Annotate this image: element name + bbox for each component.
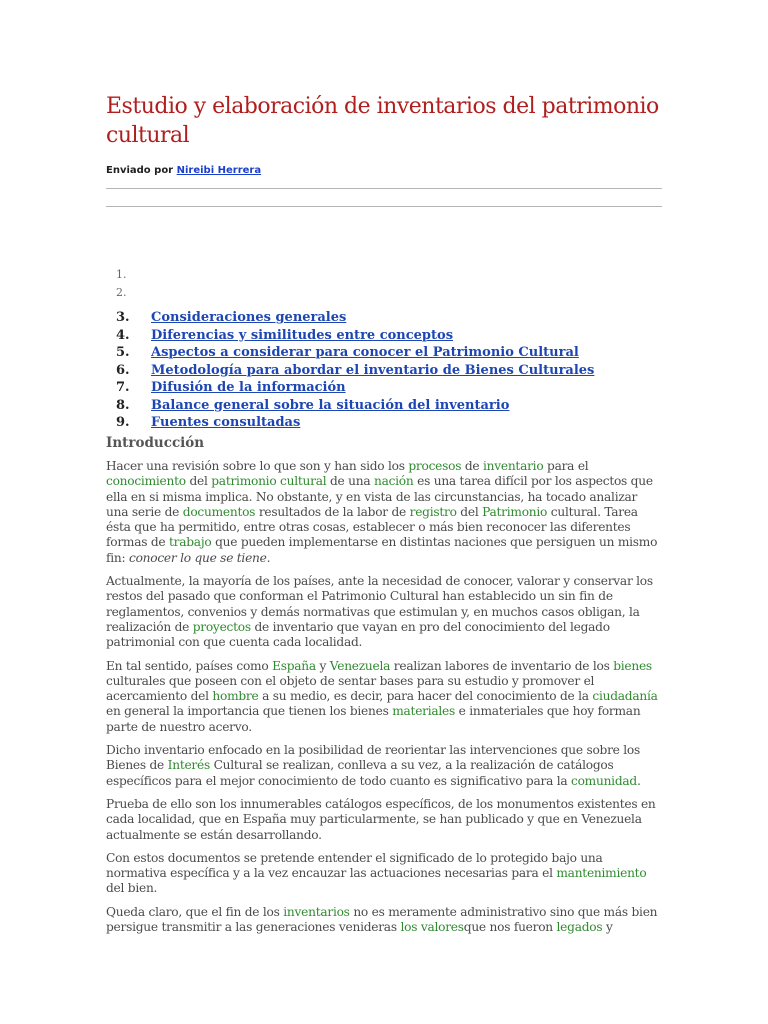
body-text: realizan labores de inventario de los xyxy=(390,658,614,673)
toc-number: 1. xyxy=(116,268,127,281)
article-title: Estudio y elaboración de inventarios del patrimonio cultural xyxy=(106,94,659,148)
toc-item xyxy=(106,414,594,432)
toc-link-consideraciones[interactable]: Consideraciones generales xyxy=(151,310,347,325)
byline xyxy=(106,165,261,176)
body-paragraph xyxy=(106,797,662,843)
inline-link[interactable]: Interés xyxy=(167,758,210,773)
body-text: que pueden implementarse en distintas naciones que persiguen un mismo fin: xyxy=(106,535,658,565)
inline-link[interactable]: ciudadanía xyxy=(592,689,658,704)
body-text: que nos fueron xyxy=(463,920,557,935)
inline-link[interactable]: España xyxy=(272,658,316,673)
body-text: Dicho inventario enfocado en la posibilidad de reorientar las intervenciones que sobre los Bienes de xyxy=(106,743,640,773)
divider-bottom xyxy=(106,206,662,207)
body-text: Queda claro, que el fin de los xyxy=(106,904,284,919)
inline-link[interactable]: hombre xyxy=(212,689,259,704)
toc-link-aspectos[interactable]: Aspectos a considerar para conocer el Patrimonio Cultural xyxy=(151,345,579,360)
toc-number: 6. xyxy=(116,362,130,378)
toc-link-fuentes[interactable]: Fuentes consultadas xyxy=(151,415,301,430)
body-text: En tal sentido, países como xyxy=(106,658,273,673)
body-paragraph xyxy=(106,851,662,897)
body-text: . xyxy=(266,550,271,565)
toc-item xyxy=(106,397,594,415)
toc-link-diferencias[interactable]: Diferencias y similitudes entre conceptos xyxy=(151,327,454,343)
body-text: del xyxy=(456,504,483,519)
inline-link[interactable]: los valores xyxy=(400,920,464,935)
body-text: y xyxy=(315,658,330,673)
toc-item xyxy=(106,344,594,362)
byline-prefix: Enviado por xyxy=(106,165,174,176)
toc-number: 5. xyxy=(116,345,130,360)
section-heading: Introducción xyxy=(106,435,205,451)
inline-link[interactable]: comunidad xyxy=(571,773,637,788)
body-text: Prueba de ello son los innumerables catálogos específicos, de los monumentos existentes en cada localidad, que en España muy particularmente, se han publicado y que en Venezuela actualmente se están desarrollando. xyxy=(106,796,656,842)
body-text: e inmateriales que hoy forman parte de nuestro acervo. xyxy=(106,704,641,734)
body-text: Hacer una revisión sobre lo que son y han sido los xyxy=(106,459,409,473)
toc-number: 9. xyxy=(116,415,130,430)
divider-top xyxy=(106,188,662,189)
toc-number: 7. xyxy=(116,380,130,395)
body-text: Con estos documentos se pretende entender el significado de lo protegido bajo una normativa específica y a la vez encauzar las actuaciones necesarias para el xyxy=(106,850,603,881)
emphasis-text: conocer lo que se tiene xyxy=(129,550,267,565)
inline-link[interactable]: inventarios xyxy=(283,904,350,919)
body-text: resultados de la labor de xyxy=(255,504,410,519)
inline-link[interactable]: nación xyxy=(373,474,414,489)
body-text: Actualmente, la mayoría de los países, ante la necesidad de conocer, valorar y conservar los restos del pasado que conforman el Patrimonio Cultural han establecido un sin fin de reglamentos, convenios y demás normativas que estimulan y, en muchos casos obligan, la realización de xyxy=(106,574,653,634)
body-text: y xyxy=(602,920,613,935)
toc-number: 8. xyxy=(116,397,130,413)
body-text: del xyxy=(185,474,212,489)
toc-item xyxy=(106,284,594,302)
body-text: de xyxy=(461,459,483,473)
inline-link[interactable]: Patrimonio xyxy=(482,504,548,519)
toc-link-balance[interactable]: Balance general sobre la situación del inventario xyxy=(151,397,510,413)
body-text: no es meramente administrativo sino que más bien persigue transmitir a las generaciones venideras xyxy=(106,904,658,935)
body-paragraph xyxy=(106,459,662,566)
toc-item xyxy=(106,327,594,345)
toc-link-metodologia[interactable]: Metodología para abordar el inventario de Bienes Culturales xyxy=(151,362,595,378)
inline-link[interactable]: conocimiento xyxy=(106,474,186,489)
toc-number: 3. xyxy=(116,310,130,325)
body-paragraph xyxy=(106,905,662,936)
toc-number: 4. xyxy=(116,327,130,343)
article-body xyxy=(106,459,662,943)
inline-link[interactable]: materiales xyxy=(392,704,456,719)
body-text: a su medio, es decir, para hacer del conocimiento de la xyxy=(258,689,593,704)
body-text: del bien. xyxy=(106,881,158,896)
body-paragraph xyxy=(106,574,662,650)
inline-link[interactable]: legados xyxy=(556,920,603,935)
inline-link[interactable]: trabajo xyxy=(169,535,212,550)
body-text: es una tarea difícil por los aspectos que ella en si misma implica. No obstante, y en vista de las circunstancias, ha tocado analizar una serie de xyxy=(106,474,653,519)
body-text: culturales que poseen con el objeto de sentar bases para su estudio y promover el acercamiento del xyxy=(106,673,595,704)
inline-link[interactable]: documentos xyxy=(182,504,256,519)
toc-number: 2. xyxy=(116,285,127,299)
body-text: de inventario que vayan en pro del conocimiento del legado patrimonial con que cuenta cada localidad. xyxy=(106,619,610,650)
toc-item xyxy=(106,379,594,397)
toc-link-difusion[interactable]: Difusión de la información xyxy=(151,380,346,395)
inline-link[interactable]: patrimonio cultural xyxy=(211,474,327,489)
body-text: cultural. Tarea ésta que ha permitido, entre otras cosas, establecer o más bien reconocer las diferentes formas de xyxy=(106,504,638,550)
toc-item xyxy=(106,309,594,327)
inline-link[interactable]: proyectos xyxy=(192,619,251,634)
author-link[interactable]: Nireibi Herrera xyxy=(176,165,262,176)
body-text: . xyxy=(636,773,641,788)
body-text: para el xyxy=(543,459,589,473)
body-text: Cultural se realizan, conlleva a su vez, a la realización de catálogos específicos para el mejor conocimiento de todo cuanto es significativo para la xyxy=(106,758,614,788)
inline-link[interactable]: mantenimiento xyxy=(556,866,647,881)
body-text: en general la importancia que tienen los bienes xyxy=(106,704,393,719)
inline-link[interactable]: bienes xyxy=(613,658,652,673)
body-paragraph xyxy=(106,743,662,789)
body-text: de una xyxy=(326,474,374,489)
table-of-contents xyxy=(106,266,594,432)
toc-spacer xyxy=(106,301,594,309)
inline-link[interactable]: inventario xyxy=(482,459,544,473)
toc-item xyxy=(106,362,594,380)
inline-link[interactable]: procesos xyxy=(408,459,462,473)
inline-link[interactable]: registro xyxy=(409,504,457,519)
toc-item xyxy=(106,266,594,284)
body-paragraph xyxy=(106,659,662,735)
inline-link[interactable]: Venezuela xyxy=(329,658,391,673)
